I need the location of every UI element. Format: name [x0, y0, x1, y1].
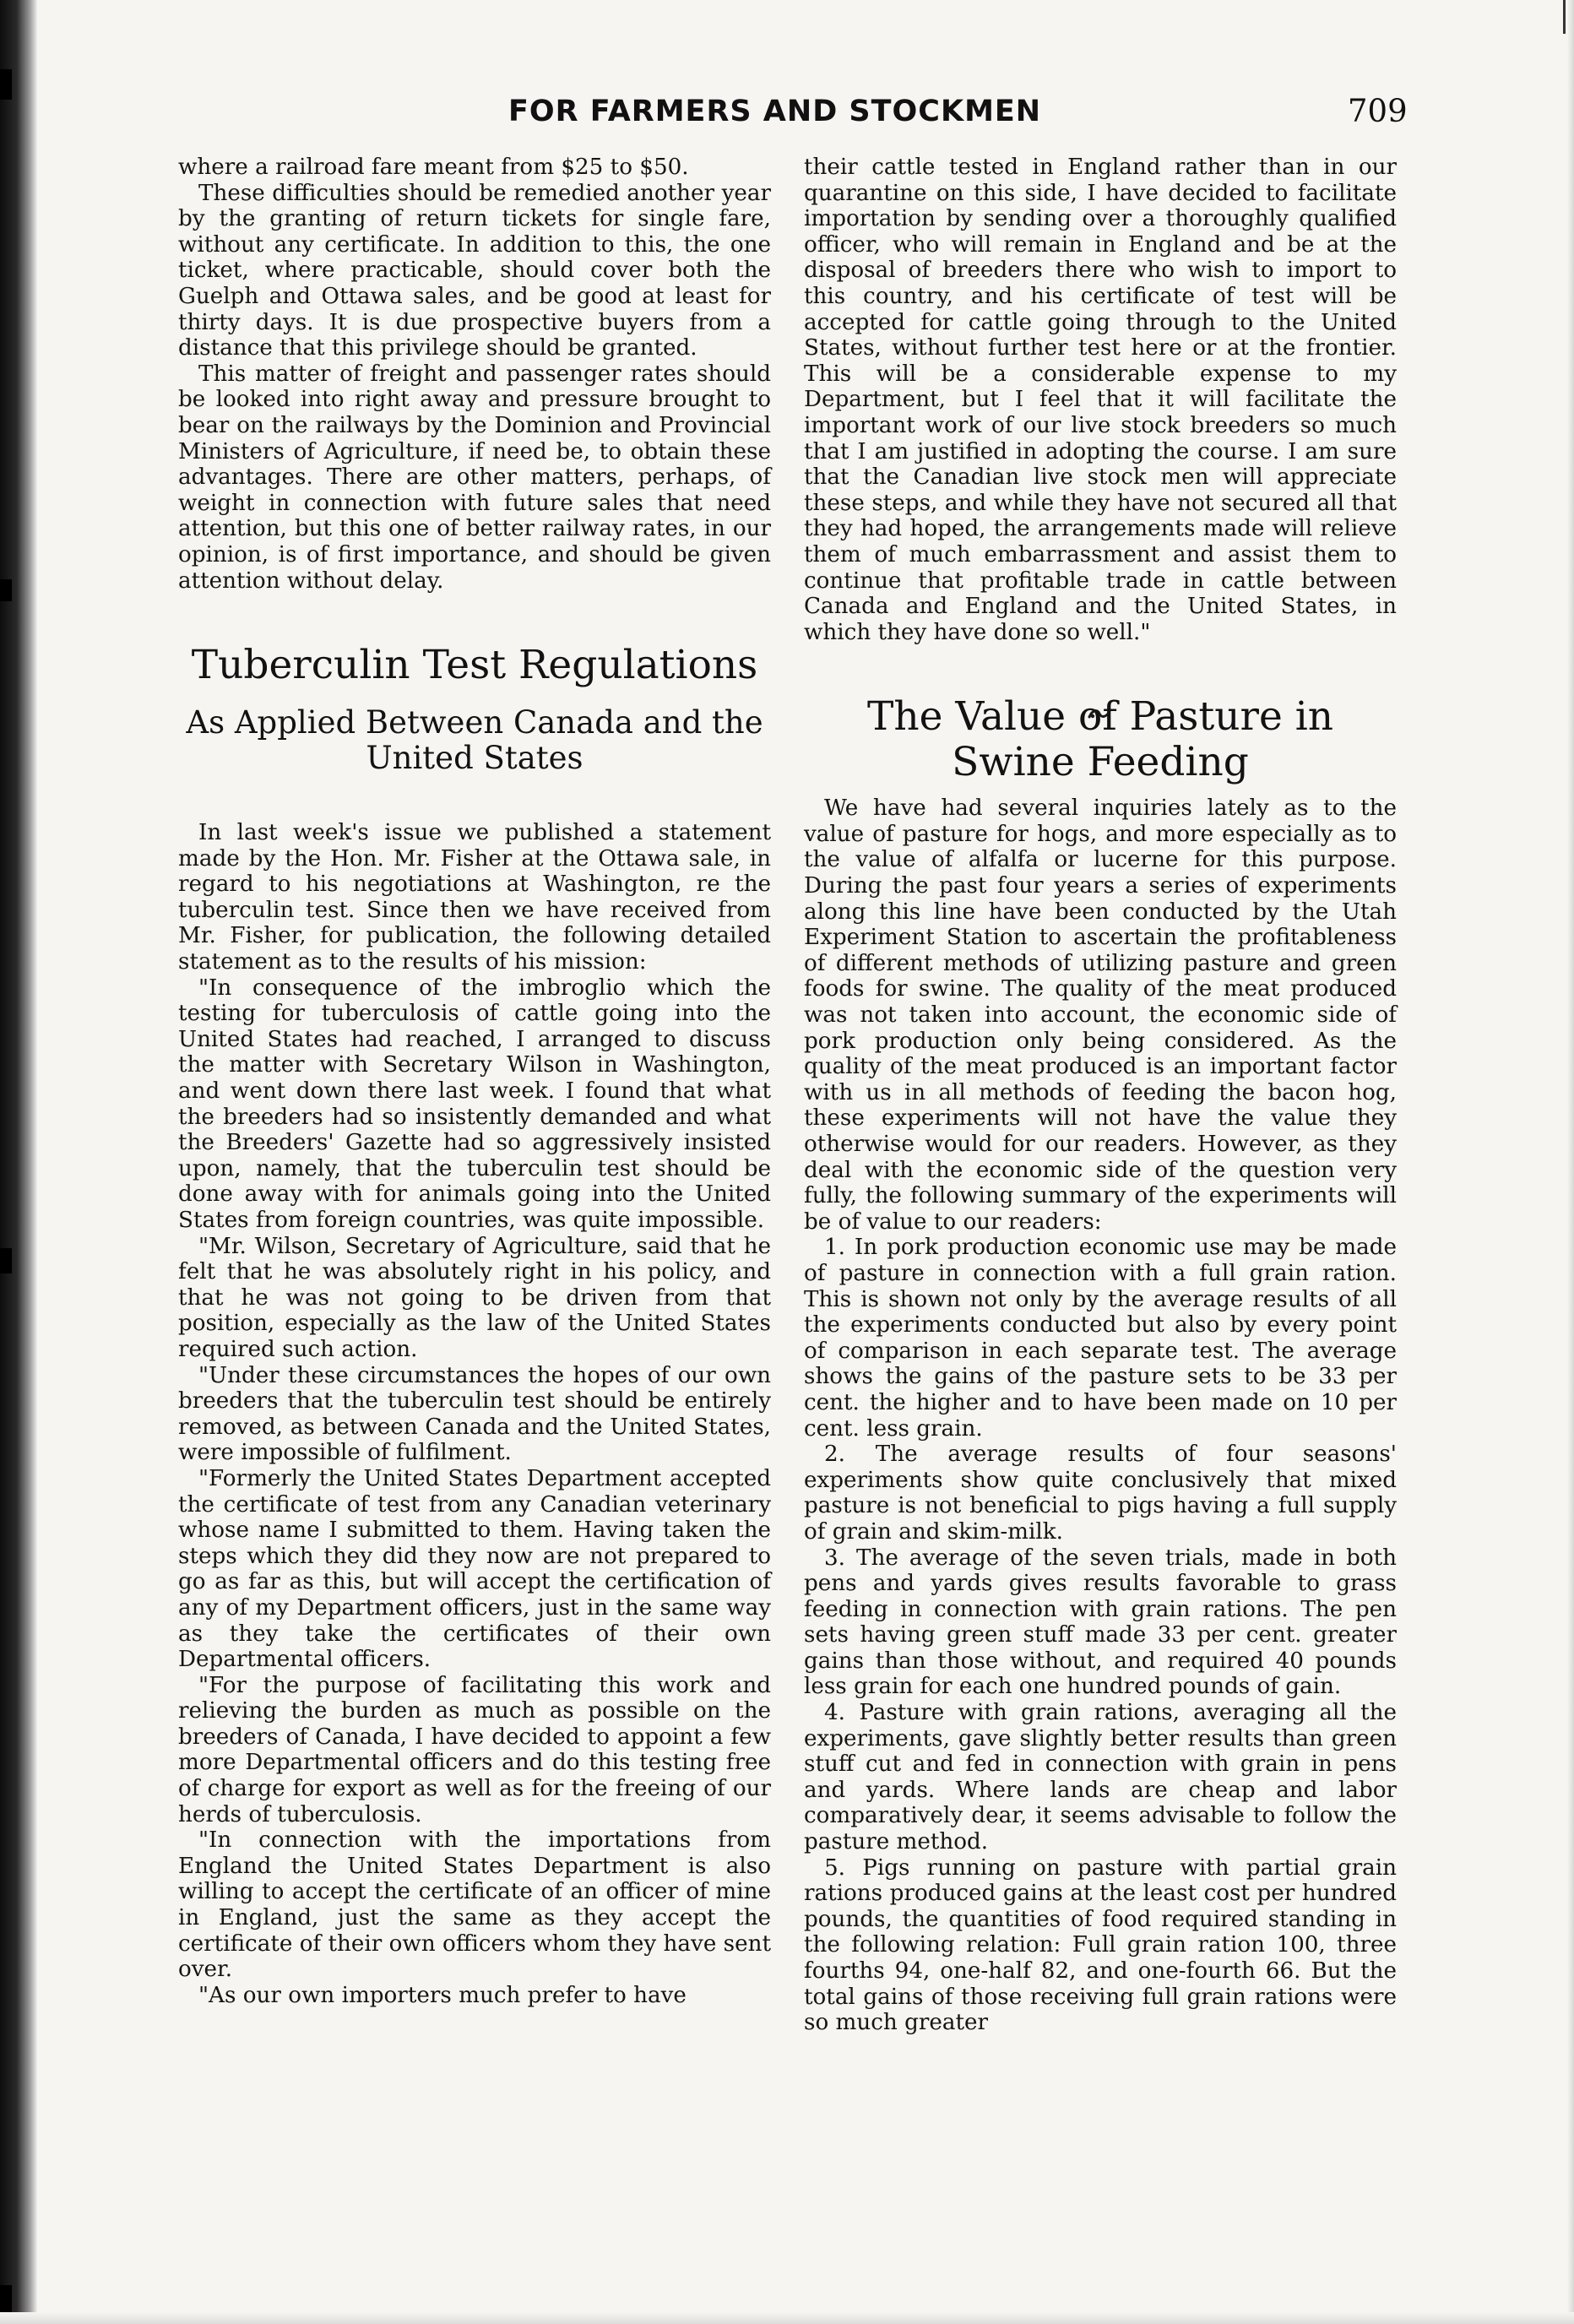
scan-mark	[1563, 0, 1566, 34]
page-edge	[1567, 0, 1574, 2324]
paragraph: "For the purpose of facilitating this work and relieving the burden as much as possible on the breeders of Canada, I have decided to appoint a few more Departmental officers and do this testing free of charge for export as well as for the freeing of our herds of tuberculosis.	[178, 1672, 771, 1827]
paragraph: "Under these circumstances the hopes of our own breeders that the tuberculin test should be entirely removed, as between Canada and the United States, were impossible of fulfilment.	[178, 1362, 771, 1466]
paragraph: "In consequence of the imbroglio which the testing for tuberculosis of cattle going into the United States had reached, I arranged to discuss the matter with Secretary Wilson in Washington, and went down there last week. I found that what the breeders had so insistently demanded and what the Breeders' Gazette had so aggressively insisted upon, namely, that the tuberculin test should be done away with for animals going into the United States from foreign countries, was quite impossible.	[178, 975, 771, 1233]
paragraph: "In connection with the importations from England the United States Department is also willing to accept the certificate of an officer of mine in England, just the same as they accept the certificate of their own officers whom they have sent over.	[178, 1827, 771, 1983]
page-bottom-edge	[0, 2312, 1574, 2324]
paragraph: These difficulties should be remedied another year by the granting of return tickets for single fare, without any certificate. In addition to this, the one ticket, where practicable, should cover both the Guelph and Ottawa sales, and be good at least for thirty days. It is due prospective buyers from a distance that this privilege should be granted.	[178, 180, 771, 361]
binding-shadow	[0, 0, 37, 2324]
paragraph: "As our own importers much prefer to have	[198, 1982, 687, 2008]
page-number: 709	[1348, 93, 1408, 129]
paragraph: "Formerly the United States Department accepted the certificate of test from any Canadian veterinary whose name I submitted to them. Having taken the steps which they did they now are not prepared to go as far as this, but will accept the certification of any of my Department officers, just in the same way as they take the certificates of their own Departmental officers.	[178, 1465, 771, 1673]
paragraph: 4. Pasture with grain rations, averaging all the experiments, gave slightly better results than green stuff cut and fed in connection with grain in pens and yards. Where lands are cheap and labor comparatively dear, it seems advisable to follow the pasture method.	[804, 1700, 1397, 1855]
article-subtitle: As Applied Between Canada and the United States	[186, 704, 763, 777]
paragraph: This matter of freight and passenger rates should be looked into right away and pressure brought to bear on the railways by the Dominion and Provincial Ministers of Agriculture, if need be, to obtain these advantages. There are other matters, perhaps, of weight in connection with future sales that need attention, but this one of better railway rates, in our opinion, is of first importance, and should be given attention without delay.	[178, 361, 771, 594]
paragraph: We have had several inquiries lately as to the value of pasture for hogs, and more especially as to the value of alfalfa or lucerne for this purpose. During the past four years a series of experiments along this line have been conducted by the Utah Experiment Station to ascertain the profitableness of different methods of utilizing pasture and green foods for swine. The quality of the meat produced was not taken into account, the economic side of pork production only being considered. As the quality of the meat produced is an important factor with us in all methods of feeding the bacon hog, these experiments will not have the value they otherwise would for our readers. However, as they deal with the economic side of the question very fully, the following summary of the experiments will be of value to our readers:	[804, 795, 1397, 1235]
paragraph: 2. The average results of four seasons' experiments show quite conclusively that mixed pasture is not beneficial to pigs having a full supply of grain and skim-milk.	[804, 1442, 1397, 1545]
paragraph: In last week's issue we published a statement made by the Hon. Mr. Fisher at the Ottawa sale, in regard to his negotiations at Washington, re the tuberculin test. Since then we have received from Mr. Fisher, for publication, the following detailed statement as to the results of his mission:	[178, 820, 771, 975]
paragraph: "Mr. Wilson, Secretary of Agriculture, said that he felt that he was absolutely right in his policy, and that he was not going to be driven from that position, especially as the law of the United States required such action.	[178, 1233, 771, 1362]
article-title: Tuberculin Test Regulations	[191, 642, 758, 689]
paragraph: 5. Pigs running on pasture with partial grain rations produced gains at the least cost per hundred pounds, the quantities of food required standing in the following relation: Full grain ration 100, three fourths 94, one-half 82, and one-fourth 66. But the total gains of those receiving full grain rations were so much greater	[804, 1854, 1397, 2036]
edge-notch	[0, 579, 12, 601]
right-column	[804, 155, 1397, 2036]
paragraph: their cattle tested in England rather than in our quarantine on this side, I have decided to facilitate importation by sending over a thoroughly qualified officer, who will remain in England and be at the disposal of breeders there who wish to import to this country, and his certificate of test will be accepted for cattle going through to the United States, without further test here or at the frontier. This will be a considerable expense to my Department, but I feel that it will facilitate the important work of our live stock breeders so much that I am justified in adopting the course. I am sure that the Canadian live stock men will appreciate these steps, and while they have not secured all that they had hoped, the arrangements made will relieve them of much embarrassment and assist them to continue that profitable trade in cattle between Canada and England and the United States, in which they have done so well."	[804, 155, 1397, 645]
paragraph: 1. In pork production economic use may be made of pasture in connection with a full grain ration. This is shown not only by the average results of all the experiments conducted but also by every point of comparison in each separate test. The average shows the gains of the pasture sets to be 33 per cent. the higher and to have been made on 10 per cent. less grain.	[804, 1235, 1397, 1442]
paragraph: 3. The average of the seven trials, made in both pens and yards gives results favorable to grass feeding in connection with grain rations. The pen sets having green stuff made 33 per cent. greater gains than those without, and required 40 pounds less grain for each one hundred pounds of gain.	[804, 1545, 1397, 1700]
paragraph: where a railroad fare meant from $25 to $50.	[178, 155, 689, 180]
article-title: The Value of Pasture in Swine Feeding	[866, 693, 1334, 786]
left-column	[178, 155, 771, 2008]
running-head: FOR FARMERS AND STOCKMEN	[508, 95, 1042, 128]
edge-notch	[0, 69, 12, 100]
edge-notch	[0, 1248, 12, 1273]
